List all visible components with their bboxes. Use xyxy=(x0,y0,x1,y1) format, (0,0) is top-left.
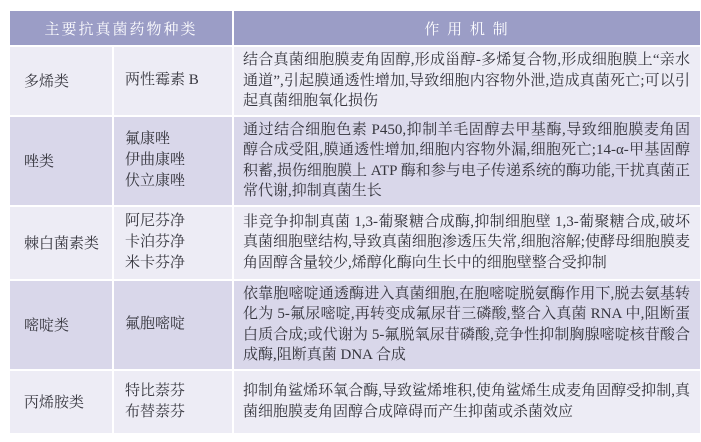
drugs-cell xyxy=(113,370,233,434)
table-row xyxy=(9,280,701,370)
header-mechanism: 作 用 机 制 xyxy=(233,10,701,46)
drugs-cell xyxy=(113,206,233,280)
category-cell: 嘧啶类 xyxy=(9,280,113,370)
drug-name: 氟康唑 xyxy=(125,131,171,147)
drug-name: 伊曲康唑 xyxy=(125,152,186,168)
drug-name: 伏立康唑 xyxy=(125,173,186,189)
category-cell: 丙烯胺类 xyxy=(9,370,113,434)
header-drug-group: 主要抗真菌药物种类 xyxy=(9,10,233,46)
mechanism-cell: 结合真菌细胞膜麦角固醇,形成甾醇-多烯复合物,形成细胞膜上“亲水通道”,引起膜通透性增加,导致细胞内容物外泄,造成真菌死亡;可以引起真菌细胞氧化损伤 xyxy=(233,46,701,116)
category-cell: 唑类 xyxy=(9,116,113,206)
drug-name: 特比萘芬 xyxy=(125,382,186,399)
table-row xyxy=(9,370,701,434)
drug-name: 布替萘芬 xyxy=(125,403,186,420)
mechanism-cell: 非竞争抑制真菌 1,3-葡聚糖合成酶,抑制细胞壁 1,3-葡聚糖合成,破坏真菌细胞壁结构,导致真菌细胞渗透压失常,细胞溶解;使酵母细胞膜麦角固醇含量较少,烯醇化酶向生长中的细胞壁整合受抑制 xyxy=(233,206,701,280)
drugs-cell xyxy=(113,116,233,206)
drug-name: 米卡芬净 xyxy=(125,255,186,271)
drugs-cell xyxy=(113,46,233,116)
drugs-cell xyxy=(113,280,233,370)
table-body xyxy=(9,46,701,434)
table-row xyxy=(9,206,701,280)
table-header-row xyxy=(9,10,701,46)
table-row xyxy=(9,46,701,116)
mechanism-cell: 依靠胞嘧啶通透酶进入真菌细胞,在胞嘧啶脱氨酶作用下,脱去氨基转化为 5-氟尿嘧啶,再转变成氟尿苷三磷酸,整合入真菌 RNA 中,阻断蛋白质合成;或代谢为 5-氟脱氧尿苷磷酸,竞争性抑制胸腺嘧啶核苷酸合成酶,阻断真菌 DNA 合成 xyxy=(233,280,701,370)
mechanism-cell: 抑制角鲨烯环氧合酶,导致鲨烯堆积,使角鲨烯生成麦角固醇受抑制,真菌细胞膜麦角固醇合成障碍而产生抑菌或杀菌效应 xyxy=(233,370,701,434)
drug-name: 氟胞嘧啶 xyxy=(125,316,186,332)
mechanism-cell: 通过结合细胞色素 P450,抑制羊毛固醇去甲基酶,导致细胞膜麦角固醇合成受阻,膜通透性增加,细胞内容物外漏,细胞死亡;14-α-甲基固醇积蓄,损伤细胞膜上 ATP 酶和参与电子传递系统的酶功能,干扰真菌正常代谢,抑制真菌生长 xyxy=(233,116,701,206)
drug-name: 卡泊芬净 xyxy=(125,234,186,250)
antifungal-drug-table xyxy=(8,9,701,435)
drug-name: 阿尼芬净 xyxy=(125,213,186,229)
drug-name: 两性霉素 B xyxy=(125,72,199,89)
category-cell: 多烯类 xyxy=(9,46,113,116)
category-cell: 棘白菌素类 xyxy=(9,206,113,280)
table-row xyxy=(9,116,701,206)
